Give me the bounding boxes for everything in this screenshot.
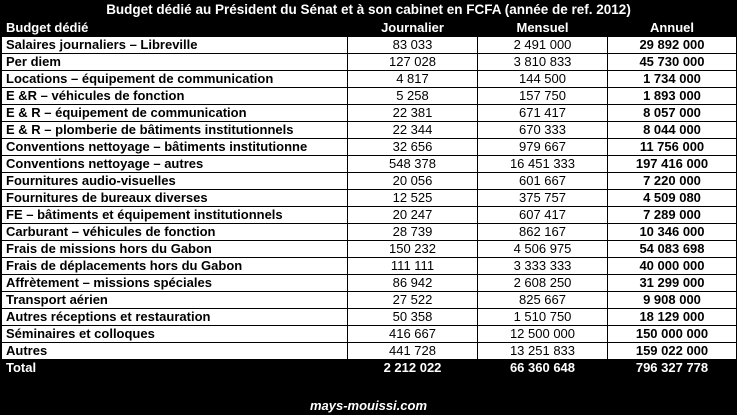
cell-daily: 111 111 [348,258,478,275]
table-row [2,275,737,292]
row-label: Salaires journaliers – Libreville [2,37,348,54]
cell-annual: 796 327 778 [608,360,737,377]
cell-annual: 150 000 000 [608,326,737,343]
cell-daily: 20 056 [348,173,478,190]
cell-daily: 22 344 [348,122,478,139]
row-label: Frais de déplacements hors du Gabon [2,258,348,275]
budget-table [1,19,737,377]
row-label: Séminaires et colloques [2,326,348,343]
cell-monthly: 13 251 833 [478,343,608,360]
row-label: Transport aérien [2,292,348,309]
row-label: Autres réceptions et restauration [2,309,348,326]
table-row [2,88,737,105]
row-label: Frais de missions hors du Gabon [2,241,348,258]
cell-daily: 150 232 [348,241,478,258]
table-row [2,343,737,360]
cell-monthly: 601 667 [478,173,608,190]
row-label: E & R – équipement de communication [2,105,348,122]
cell-annual: 7 220 000 [608,173,737,190]
cell-monthly: 3 333 333 [478,258,608,275]
table-row [2,105,737,122]
cell-annual: 11 756 000 [608,139,737,156]
cell-annual: 31 299 000 [608,275,737,292]
cell-monthly: 670 333 [478,122,608,139]
cell-annual: 1 734 000 [608,71,737,88]
cell-monthly: 375 757 [478,190,608,207]
cell-annual: 8 057 000 [608,105,737,122]
row-label: Per diem [2,54,348,71]
cell-annual: 159 022 000 [608,343,737,360]
cell-daily: 20 247 [348,207,478,224]
table-row [2,326,737,343]
header-row [2,20,737,37]
row-label: Carburant – véhicules de fonction [2,224,348,241]
row-label: Fournitures audio-visuelles [2,173,348,190]
cell-annual: 8 044 000 [608,122,737,139]
column-header-daily: Journalier [348,20,478,37]
row-label: Autres [2,343,348,360]
cell-monthly: 157 750 [478,88,608,105]
cell-daily: 22 381 [348,105,478,122]
cell-daily: 83 033 [348,37,478,54]
table-row [2,224,737,241]
table-row [2,207,737,224]
row-label: Conventions nettoyage – autres [2,156,348,173]
row-label: Conventions nettoyage – bâtiments institutionne [2,139,348,156]
row-label: FE – bâtiments et équipement institutionnels [2,207,348,224]
cell-monthly: 862 167 [478,224,608,241]
table-row [2,122,737,139]
cell-monthly: 1 510 750 [478,309,608,326]
cell-daily: 5 258 [348,88,478,105]
row-label: Affrètement – missions spéciales [2,275,348,292]
table-row [2,71,737,88]
table-row [2,258,737,275]
cell-annual: 7 289 000 [608,207,737,224]
cell-annual: 54 083 698 [608,241,737,258]
cell-daily: 12 525 [348,190,478,207]
cell-monthly: 671 417 [478,105,608,122]
cell-daily: 4 817 [348,71,478,88]
column-header-annual: Annuel [608,20,737,37]
cell-annual: 4 509 080 [608,190,737,207]
table-row [2,54,737,71]
row-label: E & R – plomberie de bâtiments institutionnels [2,122,348,139]
table-row [2,173,737,190]
cell-daily: 86 942 [348,275,478,292]
source-footer: mays-mouissi.com [309,398,428,413]
cell-daily: 441 728 [348,343,478,360]
table-row [2,309,737,326]
cell-monthly: 16 451 333 [478,156,608,173]
cell-daily: 416 667 [348,326,478,343]
cell-annual: 29 892 000 [608,37,737,54]
cell-daily: 28 739 [348,224,478,241]
table-row [2,156,737,173]
cell-monthly: 2 608 250 [478,275,608,292]
column-header-monthly: Mensuel [478,20,608,37]
cell-daily: 127 028 [348,54,478,71]
cell-annual: 9 908 000 [608,292,737,309]
row-label: Locations – équipement de communication [2,71,348,88]
cell-daily: 27 522 [348,292,478,309]
row-label: Total [2,360,348,377]
cell-daily: 50 358 [348,309,478,326]
table-title: Budget dédié au Président du Sénat et à son cabinet en FCFA (année de ref. 2012) [106,2,631,17]
cell-monthly: 3 810 833 [478,54,608,71]
cell-annual: 10 346 000 [608,224,737,241]
table-row [2,190,737,207]
table-row [2,139,737,156]
cell-annual: 1 893 000 [608,88,737,105]
total-row [2,360,737,377]
row-label: E &R – véhicules de fonction [2,88,348,105]
cell-monthly: 2 491 000 [478,37,608,54]
row-label: Fournitures de bureaux diverses [2,190,348,207]
cell-daily: 548 378 [348,156,478,173]
table-row [2,37,737,54]
cell-monthly: 66 360 648 [478,360,608,377]
cell-monthly: 825 667 [478,292,608,309]
cell-monthly: 144 500 [478,71,608,88]
cell-annual: 197 416 000 [608,156,737,173]
cell-monthly: 12 500 000 [478,326,608,343]
cell-annual: 45 730 000 [608,54,737,71]
cell-monthly: 979 667 [478,139,608,156]
cell-monthly: 4 506 975 [478,241,608,258]
cell-monthly: 607 417 [478,207,608,224]
table-row [2,292,737,309]
cell-annual: 18 129 000 [608,309,737,326]
cell-daily: 32 656 [348,139,478,156]
cell-daily: 2 212 022 [348,360,478,377]
cell-annual: 40 000 000 [608,258,737,275]
table-row [2,241,737,258]
column-header-budget: Budget dédié [2,20,348,37]
